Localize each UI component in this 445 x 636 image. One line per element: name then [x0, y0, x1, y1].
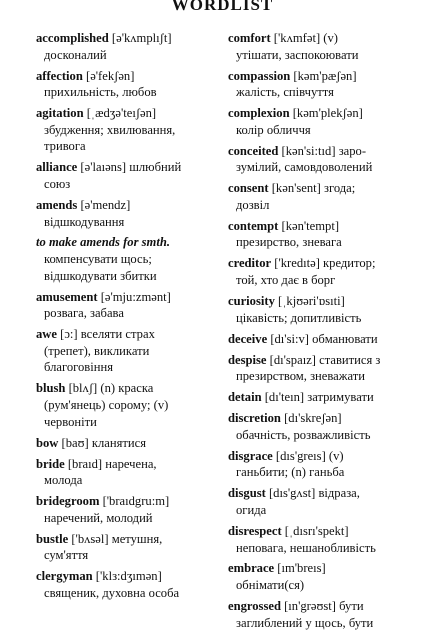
- pronunciation: [ə'mju:zmənt]: [97, 289, 171, 304]
- translation: союз: [44, 176, 71, 191]
- pronunciation: ['braıdgru:m]: [99, 494, 170, 509]
- translation: той, хто дає в борг: [236, 273, 336, 288]
- glossary-entry: [228, 523, 438, 556]
- glossary-entry: [228, 180, 438, 213]
- headword: compassion: [228, 68, 291, 83]
- glossary-entry: [36, 568, 220, 601]
- glossary-entry: [36, 30, 220, 63]
- glossary-entry: [228, 218, 438, 251]
- pronunciation: ['kredıtə] кредитор;: [271, 256, 376, 271]
- translation: відшкодувати збитки: [44, 268, 157, 283]
- translation: обнімати(ся): [236, 578, 305, 593]
- glossary-entry: [228, 331, 438, 348]
- translation: прихильність, любов: [44, 85, 157, 100]
- headword: bow: [36, 435, 59, 450]
- headword: embrace: [228, 561, 275, 576]
- headword: disrespect: [228, 523, 282, 538]
- translation: розвага, забава: [44, 306, 124, 321]
- glossary-entry: [36, 105, 220, 155]
- pronunciation: [kəm'plekʃən]: [289, 106, 363, 121]
- pronunciation: [ˌdısrı'spekt]: [281, 523, 349, 538]
- glossary-entry: [228, 30, 438, 63]
- pronunciation: [ım'breıs]: [274, 561, 326, 576]
- glossary-entry: [228, 68, 438, 101]
- headword: bride: [36, 456, 65, 471]
- glossary-entry: [228, 389, 438, 406]
- headword: engrossed: [228, 599, 281, 614]
- translation: відшкодування: [44, 214, 125, 229]
- translation: наречений, молодий: [44, 510, 153, 525]
- pronunciation: [kən'sent] згода;: [268, 181, 356, 196]
- glossary-entry: [228, 598, 438, 631]
- translation: зумілий, самовдоволений: [236, 160, 373, 175]
- pronunciation: [dıs'greıs] (v): [272, 448, 344, 463]
- glossary-entry: [228, 485, 438, 518]
- pronunciation: [ˌædʒə'teıʃən]: [83, 106, 157, 121]
- pronunciation: [kən'tempt]: [278, 218, 340, 233]
- headword: blush: [36, 381, 66, 396]
- headword: disgrace: [228, 448, 273, 463]
- headword: amusement: [36, 289, 98, 304]
- pronunciation: [braıd] наречена,: [64, 456, 157, 471]
- glossary-entry: [36, 234, 220, 284]
- headword: agitation: [36, 106, 84, 121]
- pronunciation: [dıs'gʌst] відраза,: [265, 486, 360, 501]
- pronunciation: ['bʌsəl] метушня,: [68, 531, 163, 546]
- glossary-entry: [228, 105, 438, 138]
- glossary-entry: [228, 560, 438, 593]
- translation: огида: [236, 502, 267, 517]
- pronunciation: [kən'si:tıd] зaро-: [278, 143, 367, 158]
- translation: обачність, розважливість: [236, 427, 371, 442]
- glossary-entry: [228, 293, 438, 326]
- translation: молода: [44, 473, 83, 488]
- headword: alliance: [36, 160, 78, 175]
- translation: дозвіл: [236, 197, 270, 212]
- headword: conceited: [228, 143, 279, 158]
- glossary-entry: [36, 68, 220, 101]
- translation: червоніти: [44, 414, 97, 429]
- headword: disgust: [228, 486, 266, 501]
- headword: curiosity: [228, 294, 275, 309]
- pronunciation: [baʊ] кланятися: [58, 435, 147, 450]
- headword: creditor: [228, 256, 272, 271]
- pronunciation: [ə'mendz]: [77, 197, 131, 212]
- translation: неповага, нешанобливість: [236, 540, 376, 555]
- headword: despise: [228, 352, 267, 367]
- headword: bridegroom: [36, 494, 100, 509]
- translation: утішати, заспокоювати: [236, 47, 359, 62]
- headword: deceive: [228, 331, 268, 346]
- headword: awe: [36, 327, 57, 342]
- translation: компенсувати щось;: [44, 252, 152, 267]
- translation: презирство, зневага: [236, 235, 342, 250]
- pronunciation: ['klз:dʒımən]: [92, 569, 162, 584]
- translation: збудження; хвилювання,: [44, 122, 176, 137]
- translation: колір обличчя: [236, 122, 311, 137]
- headword: clergyman: [36, 569, 93, 584]
- glossary-entry: [36, 493, 220, 526]
- glossary-entry: [228, 352, 438, 385]
- headword: amends: [36, 197, 78, 212]
- pronunciation: [ə'kʌmplıʃt]: [108, 31, 172, 45]
- translation: тривога: [44, 139, 86, 154]
- glossary-entry: [36, 326, 220, 376]
- translation: сум'яття: [44, 548, 89, 563]
- pronunciation: ['kʌmfət] (v): [270, 31, 338, 45]
- translation: благоговіння: [44, 360, 113, 375]
- translation: ганьбити; (n) ганьба: [236, 465, 345, 480]
- headword: discretion: [228, 411, 281, 426]
- pronunciation: [ˌkjʊəri'ɒsıti]: [274, 294, 345, 309]
- translation: досконалий: [44, 47, 107, 62]
- pronunciation: [ə'laıəns] шлюбний: [77, 160, 182, 175]
- headword: detain: [228, 390, 262, 405]
- right-column: [228, 30, 438, 636]
- translation: цікавість; допитливість: [236, 310, 362, 325]
- glossary-entry: [228, 255, 438, 288]
- pronunciation: [kəm'pæʃən]: [290, 68, 357, 83]
- pronunciation: [ə'fekʃən]: [82, 68, 135, 83]
- headword: complexion: [228, 106, 290, 121]
- pronunciation: [dı'skreʃən]: [280, 411, 342, 426]
- headword: consent: [228, 181, 269, 196]
- glossary-entry: [228, 410, 438, 443]
- glossary-entry: [36, 380, 220, 430]
- glossary-entry: [228, 448, 438, 481]
- glossary-entry: [36, 531, 220, 564]
- pronunciation: [ın'grəʊst] бути: [280, 599, 364, 614]
- pronunciation: [dı'si:v] обманювати: [267, 331, 378, 346]
- glossary-entry: [36, 197, 220, 230]
- translation: (рум'янець) сорому; (v): [44, 398, 169, 412]
- pronunciation: [blʌʃ] (n) краска: [65, 381, 154, 396]
- phrase-headword: to make amends for smth.: [36, 235, 170, 250]
- headword: comfort: [228, 31, 271, 45]
- pronunciation: [dı'spaız] ставитися з: [266, 352, 381, 367]
- translation: жалість, співчуття: [236, 85, 334, 100]
- headword: contempt: [228, 218, 279, 233]
- glossary-entry: [36, 289, 220, 322]
- glossary-entry: [36, 159, 220, 192]
- translation: (трепет), викликати: [44, 343, 150, 358]
- headword: accomplished: [36, 31, 109, 45]
- translation: презирством, зневажати: [236, 369, 365, 384]
- headword: affection: [36, 68, 83, 83]
- page-title: WORDLIST: [171, 0, 274, 14]
- glossary-entry: [36, 456, 220, 489]
- translation: заглиблений у щось, бути: [236, 615, 374, 630]
- glossary-entry: [36, 435, 220, 452]
- pronunciation: [dı'teın] затримувати: [261, 390, 374, 405]
- left-column: [36, 30, 220, 606]
- headword: bustle: [36, 531, 69, 546]
- pronunciation: [ɔ:] вселяти страх: [56, 327, 155, 342]
- glossary-entry: [228, 143, 438, 176]
- translation: священик, духовна особа: [44, 585, 180, 600]
